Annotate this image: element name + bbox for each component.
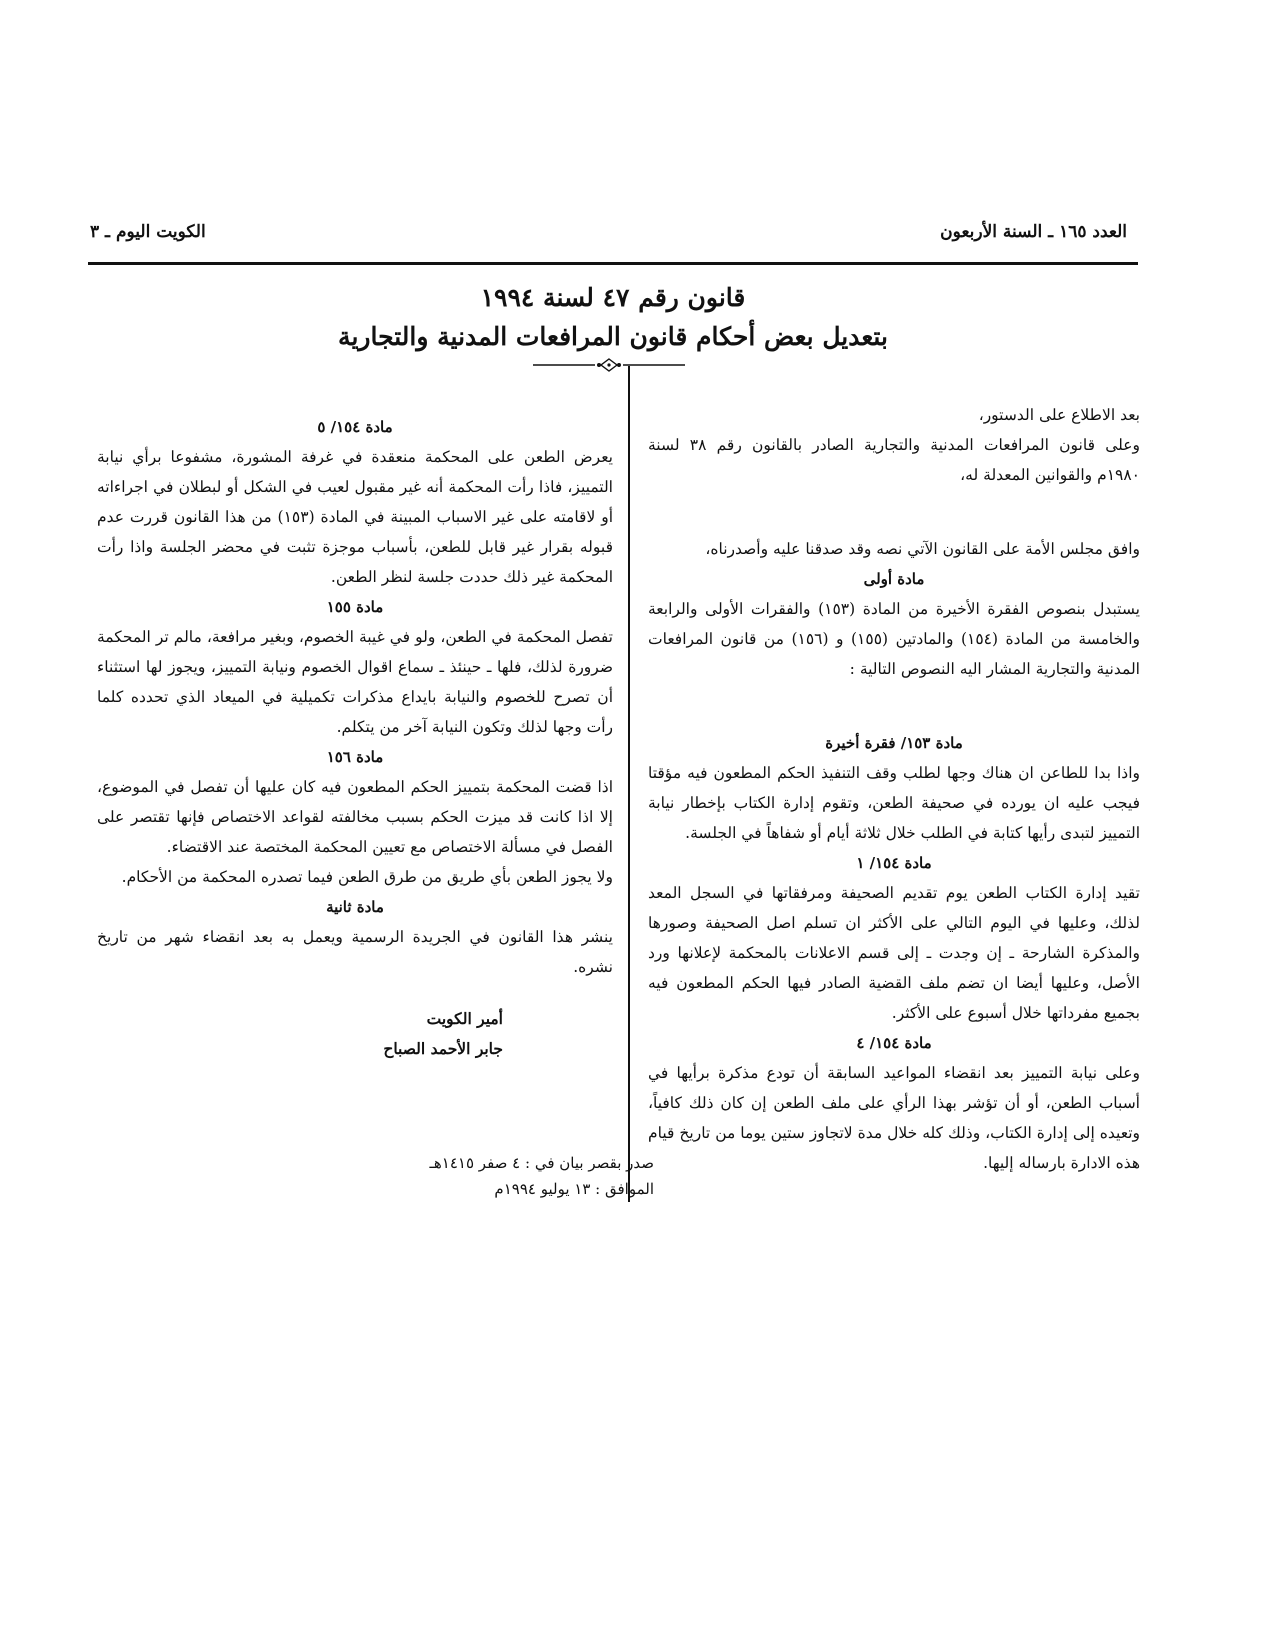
article-heading: مادة ١٥٣/ فقرة أخيرة <box>825 734 963 752</box>
issue-info: العدد ١٦٥ ـ السنة الأربعون <box>940 222 1127 242</box>
issuance-note <box>354 1150 654 1202</box>
header-rule <box>88 262 1138 265</box>
signoff-name: جابر الأحمد الصباح <box>383 1039 503 1058</box>
preamble-line: بعد الاطلاع على الدستور، <box>978 406 1140 424</box>
article-heading: مادة أولى <box>863 570 925 588</box>
law-title: قانون رقم ٤٧ لسنة ١٩٩٤ <box>480 283 746 312</box>
article-text: اذا قضت المحكمة بتمييز الحكم المطعون فيه كان عليها أن تفصل في الموضوع، إلا اذا كانت قد ميزت الحكم بسبب مخالفته لقواعد الاختصاص فإنها تقتصر على الفصل في مسألة الاختصاص مع تعيين المحكمة المختصة عند الاقتضاء. <box>97 778 613 856</box>
article-text: ينشر هذا القانون في الجريدة الرسمية ويعمل به بعد انقضاء شهر من تاريخ نشره. <box>97 928 613 976</box>
ornament-divider <box>533 358 685 372</box>
right-column <box>648 400 1140 1178</box>
article-heading: مادة ثانية <box>326 898 384 916</box>
preamble-line: وعلى قانون المرافعات المدنية والتجارية الصادر بالقانون رقم ٣٨ لسنة ١٩٨٠م والقوانين المعدلة له، <box>648 436 1140 484</box>
issuance-date-hijri: صدر بقصر بيان في : ٤ صفر ١٤١٥هـ <box>429 1154 654 1172</box>
article-text: تفصل المحكمة في الطعن، ولو في غيبة الخصوم، وبغير مرافعة، مالم تر المحكمة ضرورة لذلك، فلها ـ حينئذ ـ سماع اقوال الخصوم ونيابة التمييز، ويجوز لها استثناء أن تصرح للخصوم والنيابة بايداع مذكرات تكميلية في الميعاد الذي تحدده كلما رأت وجها لذلك وتكون النيابة آخر من يتكلم. <box>97 628 613 736</box>
article-heading: مادة ١٥٦ <box>326 748 384 766</box>
article-text: يستبدل بنصوص الفقرة الأخيرة من المادة (١٥٣) والفقرات الأولى والرابعة والخامسة من المادة (١٥٤) والمادتين (١٥٥) و (١٥٦) من قانون المرافعات المدنية والتجارية المشار اليه النصوص التالية : <box>648 600 1141 678</box>
article-heading: مادة ١٥٤/ ١ <box>856 854 932 872</box>
article-text: يعرض الطعن على المحكمة منعقدة في غرفة المشورة، مشفوعا برأي نيابة التمييز، فاذا رأت المحكمة أنه غير مقبول لعيب في الشكل أو لبطلان في اجراءاته أو لاقامته على غير الاسباب المبينة في المادة (١٥٣) من هذا القانون قررت عدم قبوله بقرار غير قابل للطعن، بأسباب موجزة تثبت في محضر الجلسة واذا رأت المحكمة غير ذلك حددت جلسة لنظر الطعن. <box>97 448 613 586</box>
article-text: تقيد إدارة الكتاب الطعن يوم تقديم الصحيفة ومرفقاتها في السجل المعد لذلك، وعليها في اليوم التالي على الأكثر ان تسلم اصل الصحيفة وصورها والمذكرة الشارحة ـ إن وجدت ـ إلى قسم الاعلانات بالمحكمة لإعلانها ورد الأصل، وعليها أيضا ان تضم ملف القضية الصادر فيها الحكم المطعون فيه بجميع مفرداتها خلال أسبوع على الأكثر. <box>648 884 1140 1022</box>
article-heading: مادة ١٥٤/ ٥ <box>317 418 393 436</box>
article-text: واذا بدا للطاعن ان هناك وجها لطلب وقف التنفيذ الحكم المطعون فيه مؤقتا فيجب عليه ان يورده في صحيفة الطعن، وتقوم إدارة الكتاب بإخطار نيابة التمييز لتبدى رأيها كتابة في الطلب خلال ثلاثة أيام أو شفاهاً في الجلسة. <box>648 764 1140 842</box>
left-column <box>97 412 613 1064</box>
law-subtitle: بتعديل بعض أحكام قانون المرافعات المدنية والتجارية <box>338 322 888 351</box>
newspaper-page-number: الكويت اليوم ـ ٣ <box>90 222 206 242</box>
column-divider <box>628 366 630 1202</box>
article-heading: مادة ١٥٥ <box>326 598 384 616</box>
approval-paragraph: وافق مجلس الأمة على القانون الآتي نصه وقد صدقنا عليه وأصدرناه، <box>705 540 1140 558</box>
article-heading: مادة ١٥٤/ ٤ <box>856 1034 932 1052</box>
issuance-date-gregorian: الموافق : ١٣ يوليو ١٩٩٤م <box>494 1180 654 1198</box>
signoff-title: أمير الكويت <box>426 1009 503 1028</box>
article-text: وعلى نيابة التمييز بعد انقضاء المواعيد السابقة أن تودع مذكرة برأيها في أسباب الطعن، أو أن تؤشر بهذا الرأي على ملف الطعن إن كان ذلك كافياً، وتعيده إلى إدارة الكتاب، وذلك كله خلال مدة لاتجاوز ستين يوما من تاريخ قيام هذه الادارة بارساله إليها. <box>648 1064 1140 1172</box>
article-text: ولا يجوز الطعن بأي طريق من طرق الطعن فيما تصدره المحكمة من الأحكام. <box>121 868 613 886</box>
